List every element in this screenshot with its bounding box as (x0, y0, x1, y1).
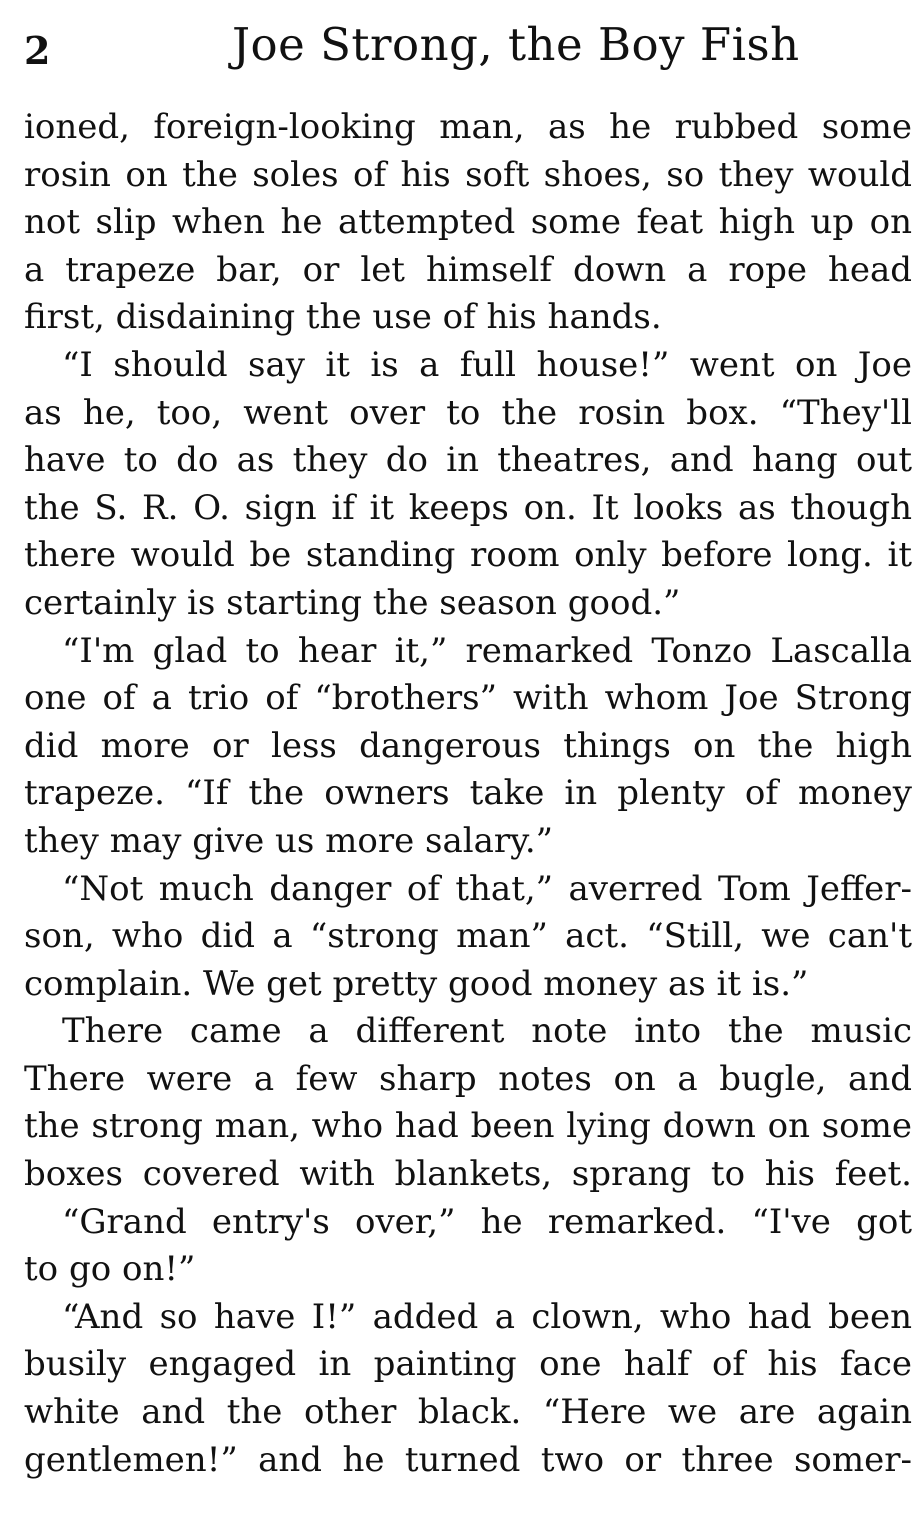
text-line: white and the other black. “Here we are again (24, 1392, 912, 1433)
text-line: there would be standing room only before long. it (24, 535, 912, 576)
page-number: 2 (24, 28, 51, 73)
text-line: busily engaged in painting one half of his face (24, 1344, 912, 1385)
text-line: have to do as they do in theatres, and hang out (24, 440, 912, 481)
text-line: complain. We get pretty good money as it is.” (24, 963, 809, 1004)
text-line: first, disdaining the use of his hands. (24, 297, 662, 338)
text-line: certainly is starting the season good.” (24, 582, 681, 623)
text-line: There came a different note into the music (62, 1011, 912, 1052)
text-line: “Grand entry's over,” he remarked. “I've got (62, 1201, 912, 1242)
text-line: rosin on the soles of his soft shoes, so they would (24, 154, 912, 195)
page-header (24, 18, 904, 74)
text-line: as he, too, went over to the rosin box. “They'll (24, 392, 912, 433)
text-line: boxes covered with blankets, sprang to his feet. (24, 1154, 912, 1195)
text-line: they may give us more salary.” (24, 820, 554, 861)
text-line: the strong man, who had been lying down on some (24, 1106, 912, 1147)
text-line: one of a trio of “brothers” with whom Joe Strong (24, 678, 912, 719)
body-text (24, 104, 912, 1484)
text-line: “I should say it is a full house!” went on Joe (62, 344, 912, 385)
text-line: There were a few sharp notes on a bugle, and (24, 1058, 912, 1099)
text-line: a trapeze bar, or let himself down a rope head (24, 249, 912, 290)
text-line: “Not much danger of that,” averred Tom Jeffer- (62, 868, 912, 909)
text-line: not slip when he attempted some feat high up on (24, 202, 912, 243)
text-line: did more or less dangerous things on the high (24, 725, 912, 766)
text-line: ioned, foreign-looking man, as he rubbed some (24, 107, 912, 147)
text-line: “I'm glad to hear it,” remarked Tonzo Lascalla (62, 630, 912, 671)
text-line: to go on!” (24, 1249, 196, 1290)
text-line: gentlemen!” and he turned two or three somer- (24, 1439, 912, 1480)
text-line: the S. R. O. sign if it keeps on. It looks as though (24, 487, 912, 528)
text-line: “And so have I!” added a clown, who had been (62, 1296, 912, 1337)
text-line: son, who did a “strong man” act. “Still, we can't (24, 916, 912, 957)
running-title: Joe Strong, the Boy Fish (232, 18, 800, 71)
text-line: trapeze. “If the owners take in plenty of money (24, 773, 912, 814)
